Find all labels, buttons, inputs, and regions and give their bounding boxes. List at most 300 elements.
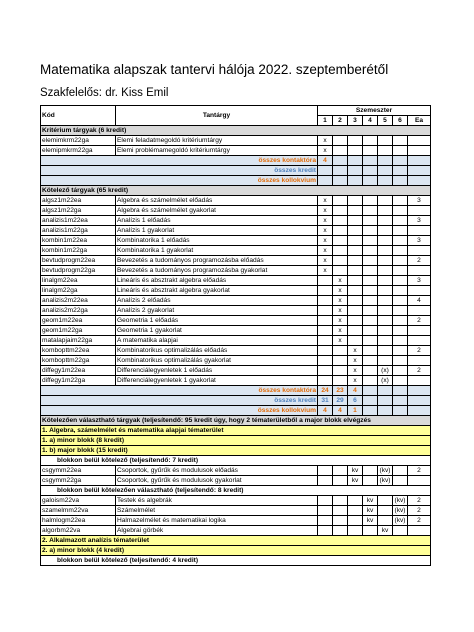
semester-cell [318, 496, 333, 506]
semester-header: 3 [348, 116, 363, 126]
semester-cell [393, 276, 408, 286]
sum-value: 4 [318, 406, 333, 416]
semester-cell [333, 516, 348, 526]
course-row [41, 306, 431, 316]
course-name: Differenciálegyenletek 1 előadás [116, 366, 318, 376]
course-code: kombin1m22ga [41, 246, 116, 256]
sum-value [408, 406, 431, 416]
semester-cell: x [348, 376, 363, 386]
semester-cell [393, 306, 408, 316]
sum-value [378, 176, 393, 186]
semester-cell [318, 296, 333, 306]
course-row [41, 316, 431, 326]
course-code: algsz1m22ga [41, 206, 116, 216]
course-code: galoism22va [41, 496, 116, 506]
sum-label: összes kollokvium [41, 176, 318, 186]
course-code: algsz1m22ea [41, 196, 116, 206]
course-code: analizis1m22ga [41, 226, 116, 236]
topic-2-label: 2. Alkalmazott analízis tématerület [41, 536, 431, 546]
course-row [41, 246, 431, 256]
semester-cell: x [333, 326, 348, 336]
course-code: kombopttm22ga [41, 356, 116, 366]
semester-cell [318, 376, 333, 386]
sum-value [363, 396, 378, 406]
header-kod: Kód [41, 106, 116, 126]
course-name: Bevezetés a tudományos programozásba gyakorlat [116, 266, 318, 276]
semester-cell: x [333, 296, 348, 306]
course-row [41, 526, 431, 536]
course-name: Lineáris és absztrakt algebra gyakorlat [116, 286, 318, 296]
course-row [41, 266, 431, 276]
semester-cell [333, 256, 348, 266]
sum-row-kollokvium [41, 406, 431, 416]
semester-cell [393, 286, 408, 296]
course-code: analizis1m22ea [41, 216, 116, 226]
semester-cell [393, 336, 408, 346]
semester-cell [393, 346, 408, 356]
semester-header: 2 [333, 116, 348, 126]
section-kriterium [41, 126, 431, 136]
semester-cell [348, 236, 363, 246]
semester-cell: (kv) [379, 477, 391, 484]
semester-cell [318, 346, 333, 356]
semester-cell [363, 266, 378, 276]
sum-value [393, 156, 408, 166]
semester-cell [333, 376, 348, 386]
topic-1-label: 1. Algebra, számelmélet és matematika alapjai tématerület [41, 426, 431, 436]
semester-cell [408, 336, 431, 346]
course-name: Analízis 1 előadás [116, 216, 318, 226]
semester-cell [378, 226, 393, 236]
semester-cell [393, 256, 408, 266]
semester-cell [348, 506, 363, 516]
semester-cell: kv [363, 506, 378, 516]
semester-header: 5 [378, 116, 393, 126]
sum-label: összes kontaktóra [41, 156, 318, 166]
semester-cell [318, 366, 333, 376]
semester-cell [393, 526, 408, 536]
sum-value: 29 [333, 396, 348, 406]
sum-value [348, 176, 363, 186]
semester-cell [348, 296, 363, 306]
semester-cell [408, 246, 431, 256]
semester-cell [348, 306, 363, 316]
semester-header: 4 [363, 116, 378, 126]
semester-cell [378, 206, 393, 216]
sum-value [393, 406, 408, 416]
semester-cell [363, 226, 378, 236]
semester-cell [378, 216, 393, 226]
course-row [41, 476, 431, 486]
semester-cell [348, 496, 363, 506]
course-name: Analízis 2 gyakorlat [116, 306, 318, 316]
course-name: Halmazelmélet és matematikai logika [116, 516, 318, 526]
sum-value [393, 166, 408, 176]
semester-cell [408, 136, 431, 146]
semester-cell [363, 526, 378, 536]
semester-cell [378, 286, 393, 296]
course-name: Differenciálegyenletek 1 gyakorlat [116, 376, 318, 386]
topic-2a-label: 2. a) minor blokk (4 kredit) [41, 546, 431, 556]
sum-value [333, 176, 348, 186]
semester-cell: x [318, 216, 333, 226]
block-1b-kotelezo-label: blokkon belül kötelező (teljesítendő: 7 kredit) [41, 456, 431, 466]
header-szemeszter: Szemeszter [318, 106, 431, 116]
sum-row-kollokvium [41, 176, 431, 186]
semester-cell [393, 376, 408, 386]
semester-cell: 2 [408, 346, 431, 356]
sum-value [393, 176, 408, 186]
semester-header: Ea [408, 116, 431, 126]
course-name: Algebra és számelmélet gyakorlat [116, 206, 318, 216]
semester-cell [333, 506, 348, 516]
block-1b-kotelezo [41, 456, 431, 466]
course-code: halmlogm22ea [41, 516, 116, 526]
course-name: Kombinatorika 1 előadás [116, 236, 318, 246]
semester-cell [363, 136, 378, 146]
topic-2 [41, 536, 431, 546]
course-row [41, 226, 431, 236]
semester-cell: kv [363, 496, 378, 506]
sum-label: összes kollokvium [41, 406, 318, 416]
semester-cell: x [333, 306, 348, 316]
course-code: linalgm22ga [41, 286, 116, 296]
sum-row-kontakt [41, 156, 431, 166]
course-row [41, 326, 431, 336]
semester-header: 6 [393, 116, 408, 126]
semester-cell [318, 306, 333, 316]
semester-cell [363, 296, 378, 306]
semester-cell [378, 256, 393, 266]
course-name: Analízis 2 előadás [116, 296, 318, 306]
semester-cell [378, 516, 393, 526]
semester-cell [378, 506, 393, 516]
semester-cell [348, 196, 363, 206]
semester-cell [318, 316, 333, 326]
semester-cell [393, 476, 408, 486]
course-row [41, 336, 431, 346]
semester-cell [378, 336, 393, 346]
course-name: Kombinatorika 1 gyakorlat [116, 246, 318, 256]
header-tantargy: Tantárgy [116, 106, 318, 126]
curriculum-table [40, 105, 431, 566]
semester-cell: kv [378, 526, 393, 536]
document-page [40, 62, 430, 566]
sum-value [363, 156, 378, 166]
course-name: Lineáris és absztrakt algebra előadás [116, 276, 318, 286]
course-row [41, 196, 431, 206]
course-code: algorbm22va [41, 526, 116, 536]
semester-cell [333, 216, 348, 226]
semester-cell [408, 356, 431, 366]
semester-cell: 2 [408, 516, 431, 526]
semester-cell [408, 306, 431, 316]
course-row [41, 256, 431, 266]
semester-cell [393, 246, 408, 256]
semester-cell: 2 [408, 366, 431, 376]
topic-1a [41, 436, 431, 446]
semester-cell [363, 346, 378, 356]
sum-label: összes kontaktóra [41, 386, 318, 396]
semester-cell: (kv) [394, 497, 406, 504]
semester-cell: x [333, 286, 348, 296]
course-row [41, 496, 431, 506]
semester-cell [408, 476, 431, 486]
semester-cell [363, 286, 378, 296]
semester-cell [393, 326, 408, 336]
semester-cell: x [318, 196, 333, 206]
sum-value: 1 [348, 406, 363, 416]
sum-value [348, 156, 363, 166]
semester-cell [333, 346, 348, 356]
semester-cell [363, 206, 378, 216]
sum-value [348, 166, 363, 176]
semester-cell [378, 266, 393, 276]
semester-cell [378, 236, 393, 246]
sum-value [408, 176, 431, 186]
semester-cell: (kv) [379, 467, 391, 474]
semester-cell [348, 246, 363, 256]
sum-value: 23 [333, 386, 348, 396]
semester-cell [348, 316, 363, 326]
semester-cell [393, 216, 408, 226]
semester-cell [363, 196, 378, 206]
semester-cell [363, 336, 378, 346]
course-code: bevtudprogm22ga [41, 266, 116, 276]
semester-cell [378, 276, 393, 286]
semester-cell [348, 206, 363, 216]
sum-value [393, 386, 408, 396]
semester-cell [363, 356, 378, 366]
topic-2a [41, 546, 431, 556]
semester-cell [318, 276, 333, 286]
course-code: csgymm22ga [41, 476, 116, 486]
course-row [41, 296, 431, 306]
semester-cell [363, 146, 378, 156]
semester-cell [333, 206, 348, 216]
course-code: matalapjaim22ga [41, 336, 116, 346]
course-code: elemimkrm22ga [41, 136, 116, 146]
semester-cell [393, 466, 408, 476]
course-row [41, 366, 431, 376]
semester-cell [408, 226, 431, 236]
sum-value [408, 156, 431, 166]
semester-cell: x [333, 336, 348, 346]
sum-value [318, 176, 333, 186]
semester-cell [318, 326, 333, 336]
course-code: diffegy1m22ga [41, 376, 116, 386]
sum-value [408, 166, 431, 176]
semester-cell: x [318, 236, 333, 246]
course-code: elemipmkrm22ga [41, 146, 116, 156]
semester-cell [378, 316, 393, 326]
semester-cell [408, 326, 431, 336]
sum-value [378, 166, 393, 176]
semester-header: 1 [318, 116, 333, 126]
semester-cell [408, 376, 431, 386]
semester-cell: x [348, 346, 363, 356]
block-1b-valaszthato [41, 486, 431, 496]
semester-cell [348, 146, 363, 156]
sum-value: 31 [318, 396, 333, 406]
sum-value [408, 386, 431, 396]
course-name: Kombinatorikus optimalizálás előadás [116, 346, 318, 356]
semester-cell [333, 236, 348, 246]
semester-cell: x [318, 266, 333, 276]
topic-1b-label: 1. b) major blokk (15 kredit) [41, 446, 431, 456]
semester-cell: 3 [408, 196, 431, 206]
semester-cell: kv [348, 466, 363, 476]
course-name: Számelmélet [116, 506, 318, 516]
semester-cell [363, 216, 378, 226]
semester-cell [378, 196, 393, 206]
semester-cell [378, 146, 393, 156]
semester-cell [348, 276, 363, 286]
block-2a-kotelezo-label: blokkon belül kötelező (teljesítendő: 4 kredit) [41, 556, 431, 566]
semester-cell [393, 296, 408, 306]
course-code: geom1m22ga [41, 326, 116, 336]
course-row [41, 206, 431, 216]
course-row [41, 136, 431, 146]
sum-value: 4 [348, 386, 363, 396]
sum-value [363, 406, 378, 416]
sum-value: 4 [333, 406, 348, 416]
course-name: Elemi problémamegoldó kritériumtárgy [116, 146, 318, 156]
semester-cell [378, 326, 393, 336]
semester-cell [393, 226, 408, 236]
semester-cell [363, 306, 378, 316]
semester-cell [333, 366, 348, 376]
semester-cell [378, 346, 393, 356]
topic-1a-label: 1. a) minor blokk (8 kredit) [41, 436, 431, 446]
sum-value: 6 [348, 396, 363, 406]
section-valaszthato-label: Kötelezően választható tárgyak (teljesítendő: 95 kredit úgy, hogy 2 tématerületből a major blokk elvégzés [41, 416, 431, 426]
semester-cell [333, 356, 348, 366]
sum-value [378, 406, 393, 416]
semester-cell: x [318, 206, 333, 216]
semester-cell [393, 236, 408, 246]
semester-cell [333, 136, 348, 146]
semester-cell: x [348, 356, 363, 366]
course-code: kombopttm22ea [41, 346, 116, 356]
semester-cell: x [348, 366, 363, 376]
sum-value [363, 386, 378, 396]
course-row [41, 516, 431, 526]
semester-cell [378, 496, 393, 506]
semester-cell [318, 356, 333, 366]
semester-cell [333, 476, 348, 486]
sum-value [378, 386, 393, 396]
semester-cell [363, 366, 378, 376]
course-row [41, 356, 431, 366]
semester-cell: 2 [408, 506, 431, 516]
page-title: Matematika alapszak tantervi hálója 2022. szeptemberétől [40, 62, 389, 77]
course-code: diffegy1m22ea [41, 366, 116, 376]
semester-cell [348, 286, 363, 296]
course-code: szamelmm22va [41, 506, 116, 516]
semester-cell [393, 146, 408, 156]
course-row [41, 286, 431, 296]
semester-cell [318, 516, 333, 526]
sum-value [378, 396, 393, 406]
semester-cell [363, 316, 378, 326]
semester-cell [363, 476, 378, 486]
course-row [41, 466, 431, 476]
semester-cell [348, 266, 363, 276]
course-row [41, 376, 431, 386]
course-name: Geometria 1 gyakorlat [116, 326, 318, 336]
semester-cell [408, 206, 431, 216]
course-code: analizis2m22ga [41, 306, 116, 316]
semester-cell [348, 226, 363, 236]
semester-cell [393, 136, 408, 146]
semester-cell [348, 336, 363, 346]
semester-cell: 2 [408, 496, 431, 506]
sum-row-kredit [41, 166, 431, 176]
semester-cell [348, 256, 363, 266]
semester-cell [408, 286, 431, 296]
semester-cell [408, 526, 431, 536]
course-code: analizis2m22ea [41, 296, 116, 306]
semester-cell [363, 376, 378, 386]
semester-cell: x [333, 316, 348, 326]
semester-cell: x [318, 136, 333, 146]
semester-cell [363, 246, 378, 256]
sum-value [393, 396, 408, 406]
semester-cell [333, 266, 348, 276]
header-row [41, 106, 431, 116]
semester-cell [393, 316, 408, 326]
semester-cell: 2 [408, 256, 431, 266]
semester-cell [348, 216, 363, 226]
topic-1 [41, 426, 431, 436]
semester-cell [378, 136, 393, 146]
semester-cell: x [318, 146, 333, 156]
course-row [41, 146, 431, 156]
course-row [41, 216, 431, 226]
course-row [41, 236, 431, 246]
semester-cell: 3 [408, 216, 431, 226]
sum-label: összes kredit [41, 396, 318, 406]
semester-cell [318, 466, 333, 476]
course-name: Bevezetés a tudományos programozásba előadás [116, 256, 318, 266]
semester-cell: (x) [378, 366, 393, 376]
course-name: Testek és algebrák [116, 496, 318, 506]
course-code: kombin1m22ea [41, 236, 116, 246]
sum-value: 24 [318, 386, 333, 396]
course-code: csgymm22ea [41, 466, 116, 476]
semester-cell [348, 136, 363, 146]
course-name: Kombinatorikus optimalizálás gyakorlat [116, 356, 318, 366]
course-code: bevtudprogm22ea [41, 256, 116, 266]
semester-cell [333, 196, 348, 206]
sum-value [408, 396, 431, 406]
semester-cell: 4 [408, 296, 431, 306]
semester-cell [333, 226, 348, 236]
course-row [41, 276, 431, 286]
semester-cell [333, 146, 348, 156]
course-name: Csoportok, gyűrűk és modulusok gyakorlat [116, 476, 318, 486]
topic-1b [41, 446, 431, 456]
page-subtitle: Szakfelelős: dr. Kiss Emil [40, 87, 169, 99]
semester-cell: 2 [408, 466, 431, 476]
course-name: Elemi feladatmegoldó kritériumtárgy [116, 136, 318, 146]
sum-value [318, 166, 333, 176]
semester-cell [393, 266, 408, 276]
semester-cell [318, 336, 333, 346]
sum-value [363, 176, 378, 186]
semester-cell [393, 196, 408, 206]
